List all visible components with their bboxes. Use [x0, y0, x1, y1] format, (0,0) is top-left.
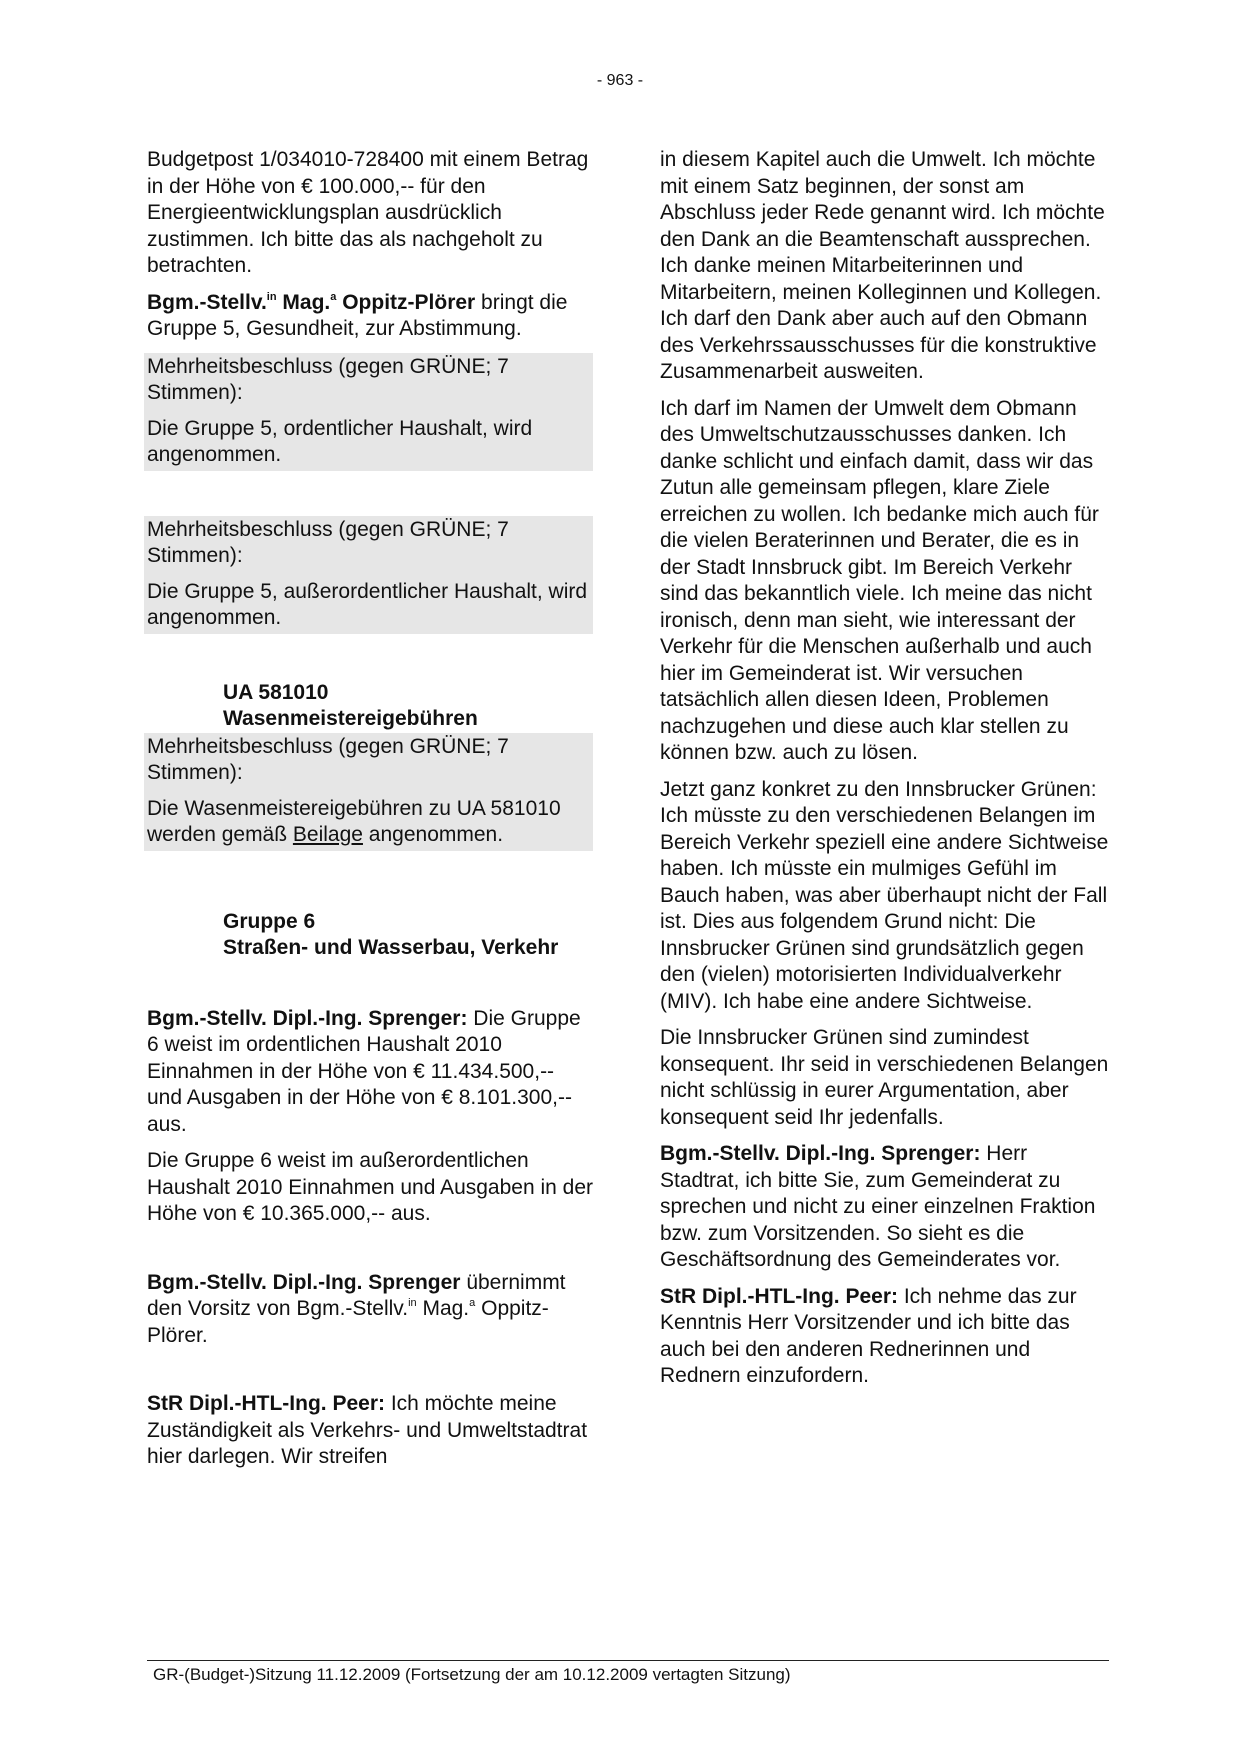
left-column — [147, 147, 593, 1481]
footer-rule — [147, 1660, 1109, 1661]
paragraph: Die Innsbrucker Grünen sind zumindest konsequent. Ihr seid in verschiedenen Belangen nicht schlüssig in eurer Argumentation, aber konsequent seid Ihr jedenfalls. — [660, 1026, 1109, 1129]
speaker-name: Bgm.-Stellv. Dipl.-Ing. Sprenger: — [660, 1142, 981, 1165]
section-heading: Gruppe 6 Straßen- und Wasserbau, Verkehr — [223, 909, 559, 959]
beilage-link[interactable]: Beilage — [292, 823, 363, 846]
speaker-name: StR Dipl.-HTL-Ing. Peer: — [147, 1392, 385, 1415]
right-column — [660, 147, 1110, 1400]
resolution-heading: Mehrheitsbeschluss (gegen GRÜNE; 7 Stimmen): — [147, 517, 509, 567]
speaker-name: Bgm.-Stellv. Dipl.-Ing. Sprenger — [147, 1270, 461, 1294]
resolution-box — [144, 516, 593, 634]
paragraph: StR Dipl.-HTL-Ing. Peer: Ich möchte meine Zuständigkeit als Verkehrs- und Umweltstadtrat hier darlegen. Wir streifen — [147, 1392, 588, 1468]
paragraph: Bgm.-Stellv.$^{in}$ Mag.$^a$ Oppitz-Plörer bringt die Gruppe 5, Gesundheit, zur Abstimmung. — [147, 290, 568, 340]
resolution-text: Die Gruppe 5, außerordentlicher Haushalt, wird angenommen. — [147, 579, 588, 629]
paragraph: Ich darf im Namen der Umwelt dem Obmann des Umweltschutzausschusses danken. Ich danke schlicht und einfach damit, dass wir das Zutun alle gemeinsam pflegen, klare Ziele erreichen zu wollen. Ich bedanke mich auch für die vielen Beraterinnen und Berater, die es in der Stadt Innsbruck gibt. Im Bereich Verkehr sind das bekanntlich viele. Ich meine das nicht ironisch, denn man sieht, wie interessant der Verkehr für die Menschen außerhalb und auch hier im Gemeinderat ist. Wir versuchen tatsächlich allen diesen Ideen, Problemen nachzugehen und diese auch klar stellen zu können bzw. auch zu lösen. — [660, 396, 1099, 764]
paragraph: StR Dipl.-HTL-Ing. Peer: Ich nehme das zur Kenntnis Herr Vorsitzender und ich bitte das auch bei den anderen Rednerinnen und Rednern einzufordern. — [660, 1284, 1077, 1387]
paragraph: Bgm.-Stellv. Dipl.-Ing. Sprenger: Die Gruppe 6 weist im ordentlichen Haushalt 2010 Einnahmen in der Höhe von € 11.434.500,-- und Ausgaben in der Höhe von € 8.101.300,-- aus. — [147, 1006, 581, 1136]
footer-text: GR-(Budget-)Sitzung 11.12.2009 (Fortsetzung der am 10.12.2009 vertagten Sitzung) — [153, 1665, 791, 1684]
resolution-text: Die Gruppe 5, ordentlicher Haushalt, wird angenommen. — [147, 416, 533, 466]
section-heading: UA 581010 Wasenmeistereigebühren — [223, 680, 478, 730]
paragraph: Bgm.-Stellv. Dipl.-Ing. Sprenger übernimmt den Vorsitz von Bgm.-Stellv.$^{in}$ Mag.$^a$ Oppitz-Plörer. — [147, 1270, 566, 1347]
resolution-box — [144, 353, 593, 471]
resolution-box — [144, 733, 593, 851]
resolution-heading: Mehrheitsbeschluss (gegen GRÜNE; 7 Stimmen): — [147, 354, 509, 404]
paragraph: in diesem Kapitel auch die Umwelt. Ich möchte mit einem Satz beginnen, der sonst am Abschluss jeder Rede genannt wird. Ich möchte den Dank an die Beamtenschaft aussprechen. Ich danke meinen Mitarbeiterinnen und Mitarbeitern, meinen Kolleginnen und Kollegen. Ich darf den Dank aber auch auf den Obmann des Verkehrssausschusses für die konstruktive Zusammenarbeit ausweiten. — [660, 148, 1105, 383]
speaker-name: Bgm.-Stellv.$^{in}$ Mag.$^a$ Oppitz-Plörer — [147, 290, 476, 314]
resolution-text: Die Wasenmeistereigebühren zu UA 581010 werden gemäß Beilage angenommen. — [147, 796, 561, 846]
speaker-name: StR Dipl.-HTL-Ing. Peer: — [660, 1284, 898, 1308]
paragraph: Die Gruppe 6 weist im außerordentlichen Haushalt 2010 Einnahmen und Ausgaben in der Höhe von € 10.365.000,-- aus. — [147, 1149, 594, 1225]
resolution-heading: Mehrheitsbeschluss (gegen GRÜNE; 7 Stimmen): — [147, 734, 509, 784]
paragraph: Budgetpost 1/034010-728400 mit einem Betrag in der Höhe von € 100.000,-- für den Energieentwicklungsplan ausdrücklich zustimmen. Ich bitte das als nachgeholt zu betrachten. — [147, 148, 589, 277]
speaker-name: Bgm.-Stellv. Dipl.-Ing. Sprenger: — [147, 1006, 468, 1030]
paragraph: Bgm.-Stellv. Dipl.-Ing. Sprenger: Herr Stadtrat, ich bitte Sie, zum Gemeinderat zu sprechen und nicht zu einer einzelnen Fraktion bzw. zum Vorsitzenden. So sieht es die Geschäftsordnung des Gemeinderates vor. — [660, 1142, 1096, 1271]
paragraph: Jetzt ganz konkret zu den Innsbrucker Grünen: Ich müsste zu den verschiedenen Belangen im Bereich Verkehr speziell eine andere Sichtweise haben. Ich müsste ein mulmiges Gefühl im Bauch haben, was aber überhaupt nicht der Fall ist. Dies aus folgendem Grund nicht: Die Innsbrucker Grünen sind grundsätzlich gegen den (vielen) motorisierten Individualverkehr (MIV). Ich habe eine andere Sichtweise. — [660, 777, 1109, 1013]
page-number: - 963 - — [596, 72, 644, 89]
